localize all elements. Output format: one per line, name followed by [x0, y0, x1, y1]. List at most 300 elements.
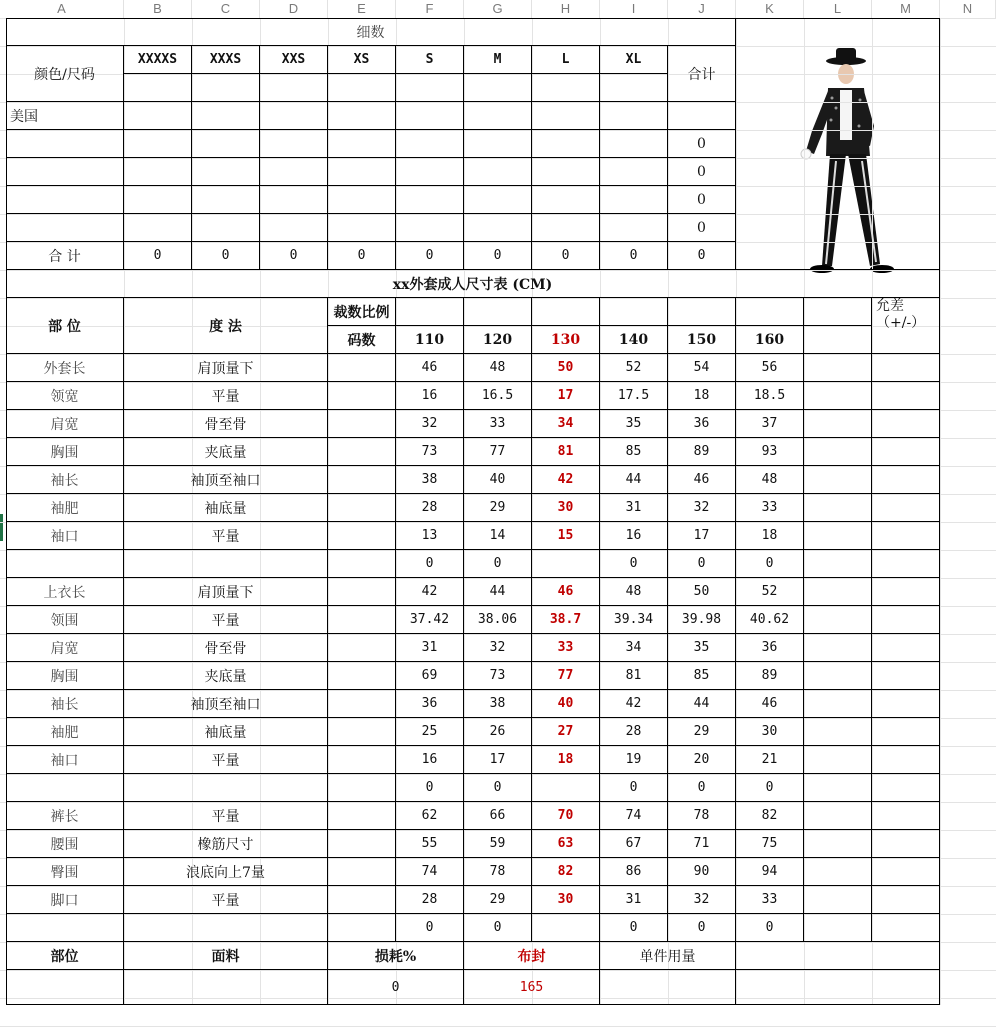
- spec-value-cell[interactable]: 46: [396, 354, 464, 382]
- spec-value-cell[interactable]: 69: [396, 662, 464, 690]
- column-header-i[interactable]: I: [600, 0, 668, 18]
- spec-value-cell[interactable]: 46: [668, 466, 736, 494]
- spec-part-cell[interactable]: [6, 914, 124, 942]
- spec-value-cell[interactable]: 17: [464, 746, 532, 774]
- spec-tolerance-cell[interactable]: [872, 830, 940, 858]
- spec-ratio-cell[interactable]: [328, 354, 396, 382]
- spec-value-cell[interactable]: 17: [532, 382, 600, 410]
- ratio-cell[interactable]: [396, 298, 464, 326]
- qty-cell[interactable]: [260, 214, 328, 242]
- fabric-extra-cell[interactable]: [736, 970, 940, 1005]
- qty-cell[interactable]: [600, 186, 668, 214]
- row-total-cell[interactable]: 0: [668, 214, 736, 242]
- spec-method-cell[interactable]: [124, 774, 328, 802]
- spec-ratio-cell[interactable]: [328, 662, 396, 690]
- size-header-s[interactable]: S: [396, 46, 464, 74]
- spec-part-cell[interactable]: 肩宽: [6, 410, 124, 438]
- spec-value-cell[interactable]: 34: [532, 410, 600, 438]
- qty-cell[interactable]: [192, 102, 260, 130]
- column-header-f[interactable]: F: [396, 0, 464, 18]
- spec-value-cell[interactable]: 18: [668, 382, 736, 410]
- spec-extra-cell[interactable]: [804, 746, 872, 774]
- color-cell[interactable]: [6, 130, 124, 158]
- spec-value-cell[interactable]: 0: [464, 550, 532, 578]
- color-cell[interactable]: [6, 214, 124, 242]
- qty-cell[interactable]: [192, 130, 260, 158]
- spec-value-cell[interactable]: 74: [600, 802, 668, 830]
- spec-value-cell[interactable]: 93: [736, 438, 804, 466]
- qty-cell[interactable]: [124, 130, 192, 158]
- size-blank-cell[interactable]: [260, 74, 328, 102]
- spec-value-cell[interactable]: 16: [600, 522, 668, 550]
- spec-value-cell[interactable]: 36: [396, 690, 464, 718]
- spec-tolerance-cell[interactable]: [872, 410, 940, 438]
- spec-extra-cell[interactable]: [804, 662, 872, 690]
- size-blank-cell[interactable]: [192, 74, 260, 102]
- spec-value-cell[interactable]: [532, 550, 600, 578]
- spec-tolerance-cell[interactable]: [872, 634, 940, 662]
- spec-value-cell[interactable]: 62: [396, 802, 464, 830]
- spec-part-cell[interactable]: 臀围: [6, 858, 124, 886]
- spec-method-cell[interactable]: 夹底量: [124, 662, 328, 690]
- qty-cell[interactable]: [464, 102, 532, 130]
- sum-value-cell[interactable]: 0: [260, 242, 328, 270]
- spec-value-cell[interactable]: 54: [668, 354, 736, 382]
- spec-part-cell[interactable]: 领宽: [6, 382, 124, 410]
- fabric-header[interactable]: 面料: [124, 942, 328, 970]
- qty-cell[interactable]: [124, 102, 192, 130]
- spec-value-cell[interactable]: 33: [532, 634, 600, 662]
- spec-tolerance-cell[interactable]: [872, 578, 940, 606]
- spec-size-160[interactable]: 160: [736, 326, 804, 354]
- spec-method-cell[interactable]: 肩顶量下: [124, 354, 328, 382]
- spec-value-cell[interactable]: 0: [668, 914, 736, 942]
- spec-value-cell[interactable]: 0: [464, 914, 532, 942]
- spec-ratio-cell[interactable]: [328, 886, 396, 914]
- ratio-cell[interactable]: [464, 298, 532, 326]
- spec-extra-cell[interactable]: [804, 578, 872, 606]
- spec-value-cell[interactable]: 29: [668, 718, 736, 746]
- spec-tolerance-cell[interactable]: [872, 606, 940, 634]
- qty-cell[interactable]: [260, 186, 328, 214]
- spec-value-cell[interactable]: 13: [396, 522, 464, 550]
- spec-part-cell[interactable]: 肩宽: [6, 634, 124, 662]
- spec-value-cell[interactable]: 40: [464, 466, 532, 494]
- qty-cell[interactable]: [192, 158, 260, 186]
- spec-value-cell[interactable]: 30: [736, 718, 804, 746]
- spec-tolerance-cell[interactable]: [872, 774, 940, 802]
- spreadsheet-grid[interactable]: [0, 18, 996, 1005]
- spec-value-cell[interactable]: 36: [736, 634, 804, 662]
- sum-value-cell[interactable]: 0: [668, 242, 736, 270]
- row-total-cell[interactable]: 0: [668, 158, 736, 186]
- spec-value-cell[interactable]: 85: [600, 438, 668, 466]
- usage-value-cell[interactable]: [600, 970, 736, 1005]
- spec-value-cell[interactable]: 66: [464, 802, 532, 830]
- spec-value-cell[interactable]: 77: [464, 438, 532, 466]
- qty-cell[interactable]: [600, 130, 668, 158]
- qty-cell[interactable]: [124, 186, 192, 214]
- ratio-cell[interactable]: [600, 298, 668, 326]
- spec-value-cell[interactable]: 38.7: [532, 606, 600, 634]
- qty-cell[interactable]: [260, 102, 328, 130]
- spec-ratio-cell[interactable]: [328, 382, 396, 410]
- qty-cell[interactable]: [328, 186, 396, 214]
- qty-cell[interactable]: [464, 158, 532, 186]
- spec-value-cell[interactable]: 30: [532, 494, 600, 522]
- spec-value-cell[interactable]: 17: [668, 522, 736, 550]
- qty-cell[interactable]: [464, 214, 532, 242]
- color-size-label[interactable]: 颜色/尺码: [6, 46, 124, 102]
- spec-method-cell[interactable]: 平量: [124, 606, 328, 634]
- spec-ratio-cell[interactable]: [328, 550, 396, 578]
- spec-part-cell[interactable]: 领围: [6, 606, 124, 634]
- spec-value-cell[interactable]: 46: [736, 690, 804, 718]
- sum-value-cell[interactable]: 0: [328, 242, 396, 270]
- spec-value-cell[interactable]: 32: [668, 886, 736, 914]
- spec-ratio-cell[interactable]: [328, 774, 396, 802]
- spec-extra-cell[interactable]: [804, 410, 872, 438]
- qty-cell[interactable]: [464, 130, 532, 158]
- spec-part-cell[interactable]: 外套长: [6, 354, 124, 382]
- qty-cell[interactable]: [192, 214, 260, 242]
- spec-value-cell[interactable]: 0: [668, 774, 736, 802]
- spec-value-cell[interactable]: 89: [668, 438, 736, 466]
- spec-value-cell[interactable]: 32: [668, 494, 736, 522]
- spec-tolerance-cell[interactable]: [872, 690, 940, 718]
- spec-ratio-cell[interactable]: [328, 466, 396, 494]
- spec-value-cell[interactable]: 0: [736, 914, 804, 942]
- fabric-extra-cell[interactable]: [736, 942, 940, 970]
- qty-cell[interactable]: [396, 186, 464, 214]
- image-frame-cell[interactable]: [736, 18, 940, 270]
- spec-part-cell[interactable]: 袖肥: [6, 718, 124, 746]
- spec-part-cell[interactable]: 胸围: [6, 662, 124, 690]
- spec-value-cell[interactable]: 40.62: [736, 606, 804, 634]
- column-header-l[interactable]: L: [804, 0, 872, 18]
- spec-value-cell[interactable]: 30: [532, 886, 600, 914]
- spec-part-cell[interactable]: 袖肥: [6, 494, 124, 522]
- column-header-d[interactable]: D: [260, 0, 328, 18]
- spec-tolerance-cell[interactable]: [872, 886, 940, 914]
- sum-value-cell[interactable]: 0: [532, 242, 600, 270]
- sum-label[interactable]: 合 计: [6, 242, 124, 270]
- width-header[interactable]: 布封: [464, 942, 600, 970]
- part-header[interactable]: 部 位: [6, 298, 124, 354]
- row-total-cell[interactable]: 0: [668, 130, 736, 158]
- spec-extra-cell[interactable]: [804, 858, 872, 886]
- qty-cell[interactable]: [396, 158, 464, 186]
- spec-method-cell[interactable]: 平量: [124, 382, 328, 410]
- spec-tolerance-cell[interactable]: [872, 802, 940, 830]
- spec-tolerance-cell[interactable]: [872, 914, 940, 942]
- spec-value-cell[interactable]: 39.98: [668, 606, 736, 634]
- spec-value-cell[interactable]: 0: [668, 550, 736, 578]
- spec-ratio-cell[interactable]: [328, 802, 396, 830]
- spec-ratio-cell[interactable]: [328, 634, 396, 662]
- spec-extra-cell[interactable]: [804, 354, 872, 382]
- spec-value-cell[interactable]: 33: [464, 410, 532, 438]
- spec-value-cell[interactable]: 16.5: [464, 382, 532, 410]
- spec-method-cell[interactable]: 骨至骨: [124, 410, 328, 438]
- spec-value-cell[interactable]: 15: [532, 522, 600, 550]
- spec-value-cell[interactable]: 82: [736, 802, 804, 830]
- spec-part-cell[interactable]: 胸围: [6, 438, 124, 466]
- qty-cell[interactable]: [260, 130, 328, 158]
- ratio-cell[interactable]: [668, 298, 736, 326]
- spec-value-cell[interactable]: 18.5: [736, 382, 804, 410]
- spec-value-cell[interactable]: 33: [736, 494, 804, 522]
- spec-value-cell[interactable]: 48: [464, 354, 532, 382]
- spec-part-cell[interactable]: 腰围: [6, 830, 124, 858]
- size-header-xs[interactable]: XS: [328, 46, 396, 74]
- spec-value-cell[interactable]: 56: [736, 354, 804, 382]
- spec-value-cell[interactable]: 73: [464, 662, 532, 690]
- size-blank-cell[interactable]: [464, 74, 532, 102]
- spec-value-cell[interactable]: 16: [396, 746, 464, 774]
- spec-part-cell[interactable]: 上衣长: [6, 578, 124, 606]
- qty-cell[interactable]: [532, 158, 600, 186]
- spec-extra-cell[interactable]: [804, 634, 872, 662]
- spec-value-cell[interactable]: 42: [600, 690, 668, 718]
- sum-value-cell[interactable]: 0: [600, 242, 668, 270]
- spec-title[interactable]: xx外套成人尺寸表 (CM): [6, 270, 940, 298]
- fabric-name-cell[interactable]: [124, 970, 328, 1005]
- spec-value-cell[interactable]: 0: [396, 550, 464, 578]
- spec-value-cell[interactable]: 0: [396, 914, 464, 942]
- spec-size-120[interactable]: 120: [464, 326, 532, 354]
- spec-value-cell[interactable]: 29: [464, 886, 532, 914]
- size-header-xxxxs[interactable]: XXXXS: [124, 46, 192, 74]
- spec-value-cell[interactable]: [532, 914, 600, 942]
- spec-extra-cell[interactable]: [804, 494, 872, 522]
- spec-value-cell[interactable]: 18: [736, 522, 804, 550]
- qty-cell[interactable]: [260, 158, 328, 186]
- detail-title[interactable]: 细数: [6, 18, 736, 46]
- size-blank-cell[interactable]: [396, 74, 464, 102]
- spec-value-cell[interactable]: 85: [668, 662, 736, 690]
- spec-method-cell[interactable]: 浪底向上7量: [124, 858, 328, 886]
- spec-extra-cell[interactable]: [804, 802, 872, 830]
- spec-value-cell[interactable]: 81: [600, 662, 668, 690]
- spec-value-cell[interactable]: 36: [668, 410, 736, 438]
- column-header-c[interactable]: C: [192, 0, 260, 18]
- qty-cell[interactable]: [124, 214, 192, 242]
- spec-method-cell[interactable]: 夹底量: [124, 438, 328, 466]
- spec-value-cell[interactable]: 31: [600, 494, 668, 522]
- spec-value-cell[interactable]: 81: [532, 438, 600, 466]
- spec-value-cell[interactable]: 26: [464, 718, 532, 746]
- spec-part-cell[interactable]: 袖口: [6, 522, 124, 550]
- spec-value-cell[interactable]: 38: [464, 690, 532, 718]
- spec-size-110[interactable]: 110: [396, 326, 464, 354]
- spec-value-cell[interactable]: 48: [600, 578, 668, 606]
- spec-value-cell[interactable]: 17.5: [600, 382, 668, 410]
- spec-ratio-cell[interactable]: [328, 578, 396, 606]
- spec-tolerance-cell[interactable]: [872, 746, 940, 774]
- spec-value-cell[interactable]: 0: [600, 914, 668, 942]
- spec-tolerance-cell[interactable]: [872, 382, 940, 410]
- spec-extra-cell[interactable]: [804, 550, 872, 578]
- spec-method-cell[interactable]: 袖底量: [124, 494, 328, 522]
- spec-value-cell[interactable]: 78: [668, 802, 736, 830]
- spec-tolerance-cell[interactable]: [872, 858, 940, 886]
- column-header-a[interactable]: A: [0, 0, 124, 18]
- size-header-m[interactable]: M: [464, 46, 532, 74]
- spec-value-cell[interactable]: 89: [736, 662, 804, 690]
- qty-cell[interactable]: [124, 158, 192, 186]
- column-header-e[interactable]: E: [328, 0, 396, 18]
- loss-value-cell[interactable]: 0: [328, 970, 464, 1005]
- row-total-cell[interactable]: [668, 102, 736, 130]
- spec-method-cell[interactable]: 肩顶量下: [124, 578, 328, 606]
- spec-value-cell[interactable]: 28: [396, 886, 464, 914]
- spec-tolerance-cell[interactable]: [872, 718, 940, 746]
- spec-size-130[interactable]: 130: [532, 326, 600, 354]
- spec-part-cell[interactable]: 袖口: [6, 746, 124, 774]
- spec-value-cell[interactable]: 28: [600, 718, 668, 746]
- spec-value-cell[interactable]: 25: [396, 718, 464, 746]
- cut-ratio-label[interactable]: 裁数比例: [328, 298, 396, 326]
- spec-value-cell[interactable]: 18: [532, 746, 600, 774]
- spec-value-cell[interactable]: 14: [464, 522, 532, 550]
- color-cell[interactable]: [6, 158, 124, 186]
- spec-ratio-cell[interactable]: [328, 690, 396, 718]
- spec-value-cell[interactable]: 77: [532, 662, 600, 690]
- spec-ratio-cell[interactable]: [328, 858, 396, 886]
- sum-value-cell[interactable]: 0: [124, 242, 192, 270]
- qty-cell[interactable]: [532, 186, 600, 214]
- spec-value-cell[interactable]: 0: [736, 550, 804, 578]
- spec-value-cell[interactable]: 73: [396, 438, 464, 466]
- spec-value-cell[interactable]: 31: [600, 886, 668, 914]
- size-blank-cell[interactable]: [124, 74, 192, 102]
- spec-method-cell[interactable]: 袖顶至袖口: [124, 690, 328, 718]
- spec-ratio-cell[interactable]: [328, 438, 396, 466]
- qty-cell[interactable]: [532, 214, 600, 242]
- spec-value-cell[interactable]: 50: [532, 354, 600, 382]
- spec-value-cell[interactable]: 35: [668, 634, 736, 662]
- spec-ratio-cell[interactable]: [328, 718, 396, 746]
- spec-ratio-cell[interactable]: [328, 746, 396, 774]
- qty-cell[interactable]: [396, 130, 464, 158]
- spec-method-cell[interactable]: [124, 914, 328, 942]
- size-blank-cell[interactable]: [328, 74, 396, 102]
- spec-value-cell[interactable]: 32: [396, 410, 464, 438]
- spec-value-cell[interactable]: 78: [464, 858, 532, 886]
- spec-extra-cell[interactable]: [804, 606, 872, 634]
- spec-extra-cell[interactable]: [804, 886, 872, 914]
- spec-value-cell[interactable]: 0: [396, 774, 464, 802]
- fabric-part-cell[interactable]: [6, 970, 124, 1005]
- spec-value-cell[interactable]: 74: [396, 858, 464, 886]
- spec-extra-cell[interactable]: [804, 522, 872, 550]
- qty-cell[interactable]: [464, 186, 532, 214]
- ratio-cell[interactable]: [804, 298, 872, 326]
- spec-value-cell[interactable]: 42: [532, 466, 600, 494]
- size-blank-cell[interactable]: [532, 74, 600, 102]
- qty-cell[interactable]: [328, 102, 396, 130]
- spec-value-cell[interactable]: 63: [532, 830, 600, 858]
- spec-value-cell[interactable]: 0: [464, 774, 532, 802]
- spec-method-cell[interactable]: 袖顶至袖口: [124, 466, 328, 494]
- spec-extra-cell[interactable]: [804, 774, 872, 802]
- spec-value-cell[interactable]: 20: [668, 746, 736, 774]
- size-blank-cell[interactable]: [600, 74, 668, 102]
- spec-size-140[interactable]: 140: [600, 326, 668, 354]
- method-header[interactable]: 度 法: [124, 298, 328, 354]
- spec-value-cell[interactable]: 32: [464, 634, 532, 662]
- spec-method-cell[interactable]: 袖底量: [124, 718, 328, 746]
- spec-part-cell[interactable]: 脚口: [6, 886, 124, 914]
- ratio-cell[interactable]: [532, 298, 600, 326]
- spec-method-cell[interactable]: 骨至骨: [124, 634, 328, 662]
- spec-value-cell[interactable]: 71: [668, 830, 736, 858]
- qty-cell[interactable]: [396, 214, 464, 242]
- spec-value-cell[interactable]: 35: [600, 410, 668, 438]
- spec-value-cell[interactable]: 0: [600, 774, 668, 802]
- spec-extra-cell[interactable]: [804, 830, 872, 858]
- spec-value-cell[interactable]: 31: [396, 634, 464, 662]
- spec-extra-cell[interactable]: [804, 382, 872, 410]
- spec-value-cell[interactable]: 33: [736, 886, 804, 914]
- ratio-cell[interactable]: [736, 298, 804, 326]
- spec-tolerance-cell[interactable]: [872, 354, 940, 382]
- qty-cell[interactable]: [396, 102, 464, 130]
- qty-cell[interactable]: [328, 130, 396, 158]
- spec-value-cell[interactable]: 44: [600, 466, 668, 494]
- spec-value-cell[interactable]: 40: [532, 690, 600, 718]
- qty-cell[interactable]: [532, 130, 600, 158]
- spec-value-cell[interactable]: 86: [600, 858, 668, 886]
- size-header-l[interactable]: L: [532, 46, 600, 74]
- color-cell[interactable]: [6, 186, 124, 214]
- tolerance-header[interactable]: 允差（+/-）: [872, 298, 940, 354]
- sum-value-cell[interactable]: 0: [464, 242, 532, 270]
- column-header-j[interactable]: J: [668, 0, 736, 18]
- region-cell[interactable]: 美国: [6, 102, 124, 130]
- total-label[interactable]: 合计: [668, 46, 736, 102]
- qty-cell[interactable]: [600, 214, 668, 242]
- column-header-m[interactable]: M: [872, 0, 940, 18]
- spec-value-cell[interactable]: 44: [464, 578, 532, 606]
- extra-size-cell[interactable]: [804, 326, 872, 354]
- column-header-b[interactable]: B: [124, 0, 192, 18]
- spec-tolerance-cell[interactable]: [872, 662, 940, 690]
- spec-tolerance-cell[interactable]: [872, 494, 940, 522]
- spec-value-cell[interactable]: [532, 774, 600, 802]
- spec-method-cell[interactable]: 平量: [124, 886, 328, 914]
- spec-value-cell[interactable]: 55: [396, 830, 464, 858]
- usage-header[interactable]: 单件用量: [600, 942, 736, 970]
- spec-value-cell[interactable]: 46: [532, 578, 600, 606]
- column-header-n[interactable]: N: [940, 0, 996, 18]
- spec-size-150[interactable]: 150: [668, 326, 736, 354]
- spec-part-cell[interactable]: [6, 550, 124, 578]
- spec-value-cell[interactable]: 39.34: [600, 606, 668, 634]
- spec-extra-cell[interactable]: [804, 438, 872, 466]
- spec-tolerance-cell[interactable]: [872, 522, 940, 550]
- column-header-k[interactable]: K: [736, 0, 804, 18]
- spec-value-cell[interactable]: 37.42: [396, 606, 464, 634]
- qty-cell[interactable]: [192, 186, 260, 214]
- spec-value-cell[interactable]: 90: [668, 858, 736, 886]
- spec-ratio-cell[interactable]: [328, 830, 396, 858]
- spec-method-cell[interactable]: 橡筋尺寸: [124, 830, 328, 858]
- spec-value-cell[interactable]: 42: [396, 578, 464, 606]
- spec-method-cell[interactable]: [124, 550, 328, 578]
- spec-ratio-cell[interactable]: [328, 410, 396, 438]
